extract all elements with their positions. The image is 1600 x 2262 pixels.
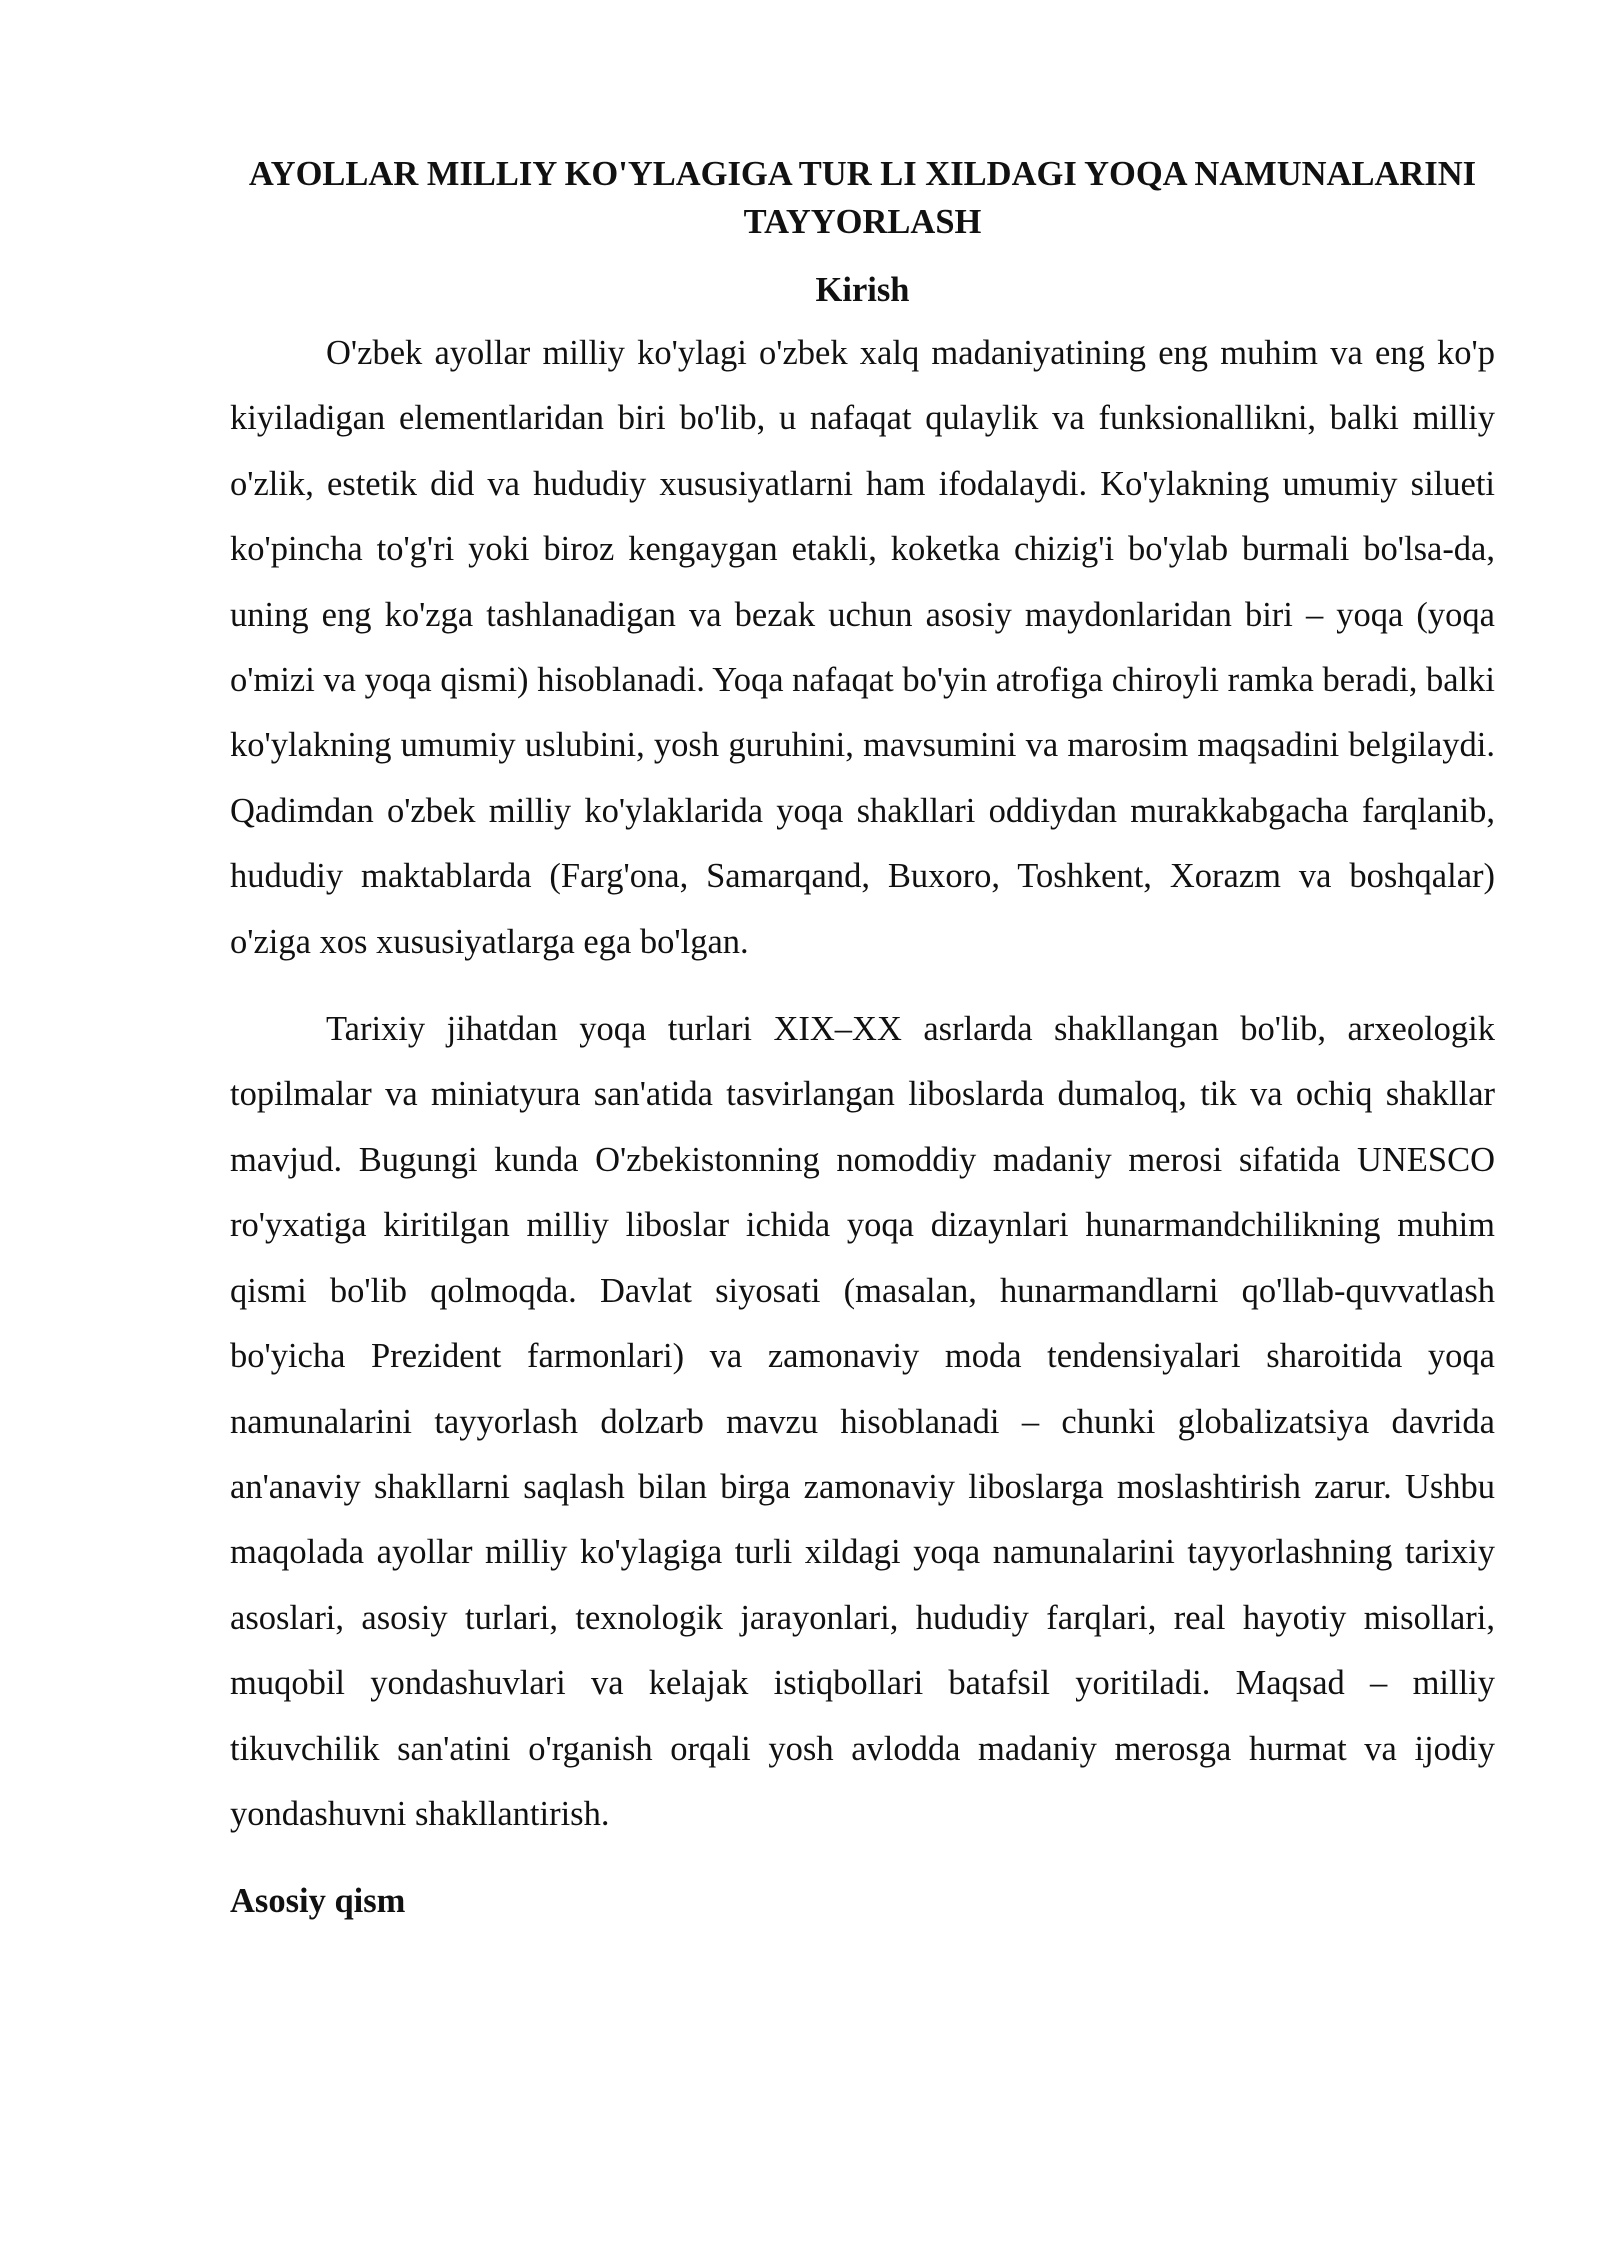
document-title: AYOLLAR MILLIY KO'YLAGIGA TUR LI XILDAGI YOQA NAMUNALARINI TAYYORLASH	[248, 155, 1477, 241]
body-paragraph: Tarixiy jihatdan yoqa turlari XIX–XX asrlarda shakllangan bo'lib, arxeologik topilmalar va miniatyura san'atida tasvirlangan liboslarda dumaloq, tik va ochiq shakllar mavjud. Bugungi kunda O'zbekistonning nomoddiy madaniy merosi sifatida UNESCO ro'yxatiga kiritilgan milliy liboslar ichida yoqa dizaynlari hunarmandchilikning muhim qismi bo'lib qolmoqda. Davlat siyosati (masalan, hunarmandlarni qo'llab-quvvatlash bo'yicha Prezident farmonlari) va zamonaviy moda tendensiyalari sharoitida yoqa namunalarini tayyorlash dolzarb mavzu hisoblanadi – chunki globalizatsiya davrida an'anaviy shakllarni saqlash bilan birga zamonaviy liboslarga moslashtirish zarur. Ushbu maqolada ayollar milliy ko'ylagiga turli xildagi yoqa namunalarini tayyorlashning tarixiy asoslari, asosiy turlari, texnologik jarayonlari, hududiy farqlari, real hayotiy misollari, muqobil yondashuvlari va kelajak istiqbollari batafsil yoritiladi. Maqsad – milliy tikuvchilik san'atini o'rganish orqali yosh avlodda madaniy merosga hurmat va ijodiy yondashuvni shakllantirish.	[230, 1010, 1495, 1833]
section-heading-main: Asosiy qism	[230, 1882, 406, 1921]
document-page	[230, 150, 1495, 1925]
body-paragraph: O'zbek ayollar milliy ko'ylagi o'zbek xalq madaniyatining eng muhim va eng ko'p kiyiladigan elementlaridan biri bo'lib, u nafaqat qulaylik va funksionallikni, balki milliy o'zlik, estetik did va hududiy xususiyatlarni ham ifodalaydi. Ko'ylakning umumiy silueti ko'pincha to'g'ri yoki biroz kengaygan etakli, koketka chizig'i bo'ylab burmali bo'lsa-da, uning eng ko'zga tashlanadigan va bezak uchun asosiy maydonlaridan biri – yoqa (yoqa o'mizi va yoqa qismi) hisoblanadi. Yoqa nafaqat bo'yin atrofiga chiroyli ramka beradi, balki ko'ylakning umumiy uslubini, yosh guruhini, mavsumini va marosim maqsadini belgilaydi. Qadimdan o'zbek milliy ko'ylaklarida yoqa shakllari oddiydan murakkabgacha farqlanib, hududiy maktablarda (Farg'ona, Samarqand, Buxoro, Toshkent, Xorazm va boshqalar) o'ziga xos xususiyatlarga ega bo'lgan.	[230, 334, 1495, 961]
section-heading-intro: Kirish	[815, 271, 910, 309]
